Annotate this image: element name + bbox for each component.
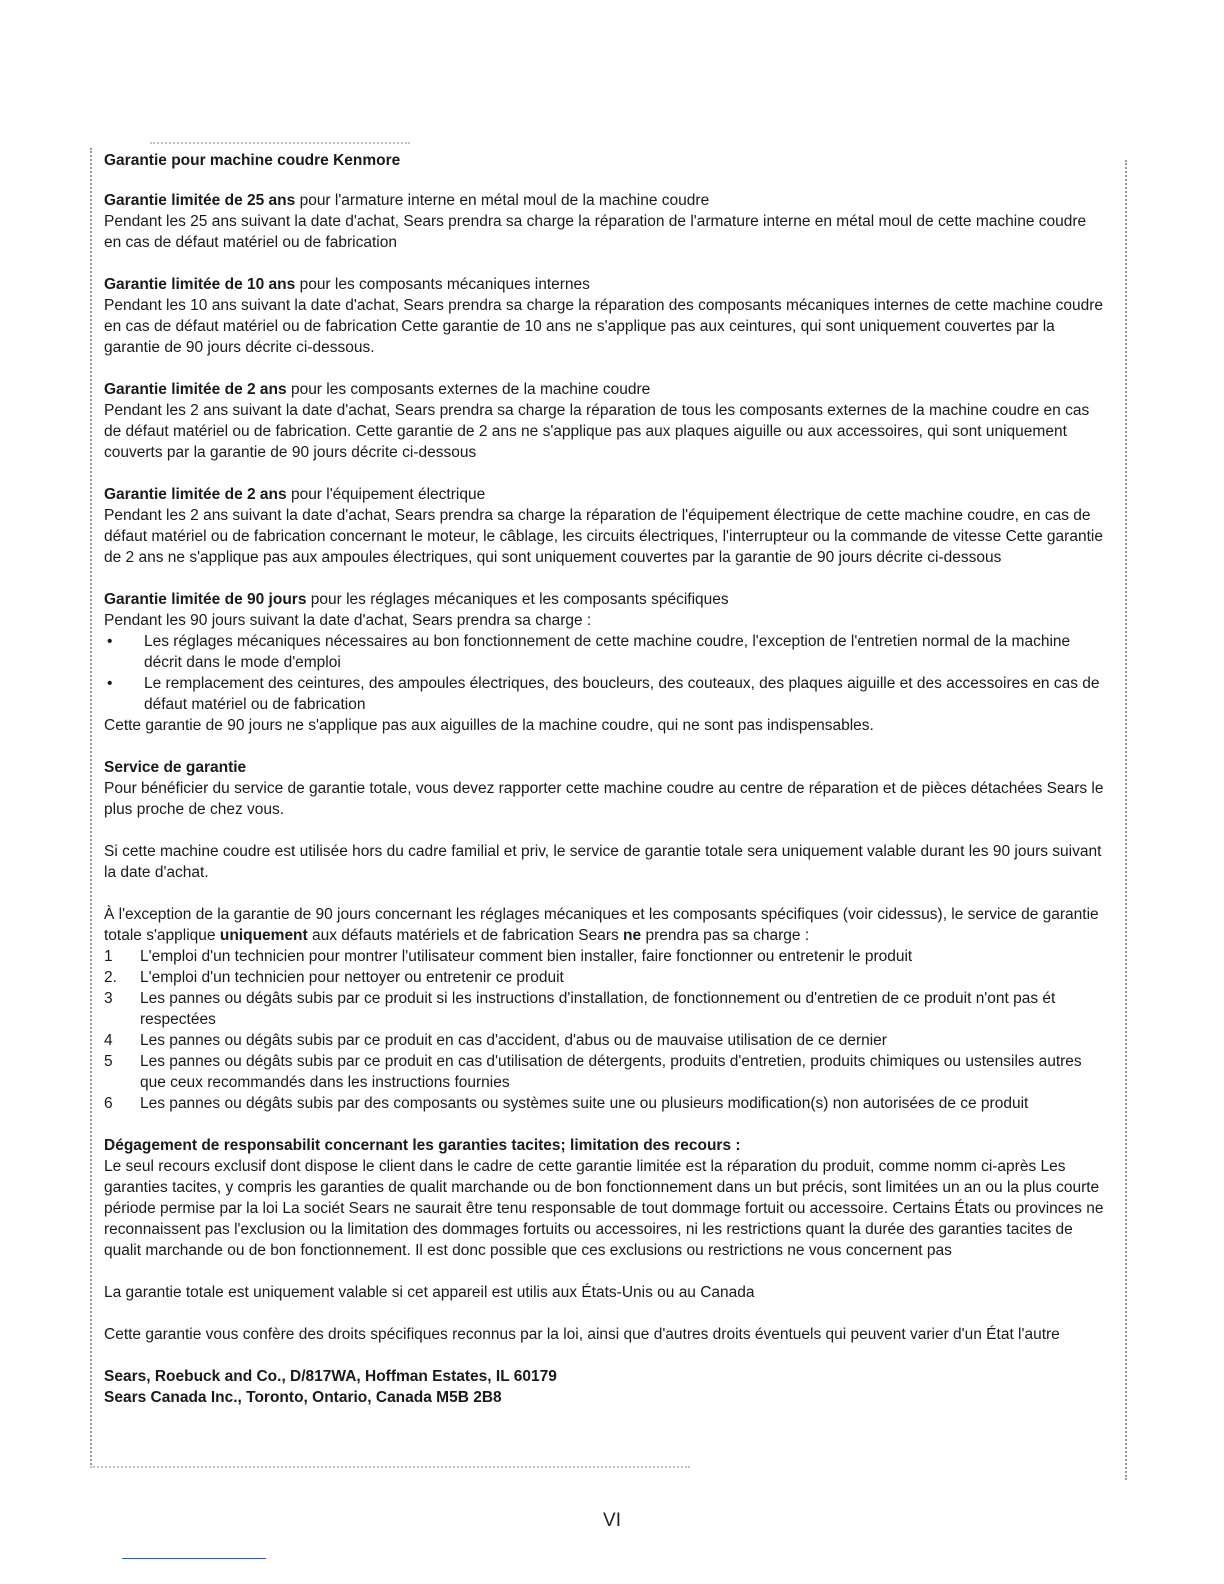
implied-warranty-disclaimer: [104, 1135, 1104, 1261]
bullet-list: [104, 631, 1104, 715]
list-item-text: Les pannes ou dégâts subis par ce produit en cas d'utilisation de détergents, produits d'entretien, produits chimiques ou ustensiles autres que ceux recommandés dans les instructions fournies: [140, 1053, 1082, 1091]
paragraph-text: La garantie totale est uniquement valable si cet appareil est utilis aux États-Unis ou au Canada: [104, 1284, 755, 1301]
rights-paragraph: [104, 1324, 1104, 1345]
section-body: Pendant les 10 ans suivant la date d'achat, Sears prendra sa charge la réparation des composants mécaniques internes de cette machine coudre en cas de défaut matériel ou de fabrication Cette garantie de 10 ans ne s'applique pas aux ceintures, qui sont uniquement couvertes par la garantie de 90 jours décrite ci-dessous.: [104, 297, 1104, 356]
list-item-text: L'emploi d'un technicien pour montrer l'utilisateur comment bien installer, faire fonctionner ou entretenir le produit: [140, 948, 913, 965]
section-heading-rest: pour les composants externes de la machine coudre: [286, 381, 651, 398]
warranty-content: [104, 150, 1104, 1408]
section-body: Pendant les 25 ans suivant la date d'achat, Sears prendra sa charge la réparation de l'armature interne en métal moul de cette machine coudre en cas de défaut matériel ou de fabrication: [104, 213, 1087, 251]
warranty-10-years: [104, 274, 1104, 358]
list-item: [104, 631, 1104, 673]
section-heading-bold: Garantie limitée de 90 jours: [104, 591, 307, 608]
section-heading: [104, 484, 1104, 505]
list-item-text: Les pannes ou dégâts subis par des composants ou systèmes suite une ou plusieurs modification(s) non autorisées de ce produit: [140, 1095, 1029, 1112]
intro-emphasis: ne: [623, 927, 642, 944]
company-addresses: [104, 1366, 1104, 1408]
section-heading-rest: pour les réglages mécaniques et les composants spécifiques: [306, 591, 729, 608]
list-number: 3: [104, 990, 113, 1007]
list-number: 4: [104, 1032, 113, 1049]
intro-emphasis: uniquement: [219, 927, 308, 944]
section-intro: Pendant les 90 jours suivant la date d'achat, Sears prendra sa charge :: [104, 612, 592, 629]
scan-artifact-bottom: [90, 1466, 690, 1468]
page-number: VI: [603, 1510, 621, 1531]
section-heading-bold: Dégagement de responsabilit concernant les garanties tacites; limitation des recours :: [104, 1137, 741, 1154]
address-us: Sears, Roebuck and Co., D/817WA, Hoffman Estates, IL 60179: [104, 1368, 557, 1385]
section-heading-rest: pour l'armature interne en métal moul de la machine coudre: [295, 192, 710, 209]
section-heading: [104, 379, 1104, 400]
private-use-paragraph: [104, 841, 1104, 883]
list-item-text: Les pannes ou dégâts subis par ce produit en cas d'accident, d'abus ou de mauvaise utilisation de ce dernier: [140, 1032, 887, 1049]
paragraph-text: Cette garantie vous confère des droits spécifiques reconnus par la loi, ainsi que d'autres droits éventuels qui peuvent varier d'un État l'autre: [104, 1326, 1060, 1343]
list-item: [104, 1051, 1104, 1093]
section-heading: [104, 589, 1104, 610]
section-body: Le seul recours exclusif dont dispose le client dans le cadre de cette garantie limitée est la réparation du produit, comme nomm ci-après Les garanties tacites, y compris les garanties de qualit marchande ou de bon fonctionnement dans un but précis, sont limitées un an ou la plus courte période permise par la loi La sociét Sears ne saurait être tenu responsable de tout dommage fortuit ou accessoire. Certains États ou provinces ne reconnaissent pas l'exclusion ou la limitation des dommages fortuits ou accessoires, ni les restrictions quant la durée des garanties tacites de qualit marchande ou de bon fonctionnement. Il est donc possible que ces exclusions ou restrictions ne vous concernent pas: [104, 1158, 1104, 1259]
list-item: [104, 1093, 1104, 1114]
scan-artifact-top: [150, 142, 410, 144]
list-item-text: L'emploi d'un technicien pour nettoyer ou entretenir ce produit: [140, 969, 564, 986]
section-closing: Cette garantie de 90 jours ne s'applique pas aux aiguilles de la machine coudre, qui ne sont pas indispensables.: [104, 717, 874, 734]
warranty-2-years-electrical: [104, 484, 1104, 568]
list-item: [104, 988, 1104, 1030]
section-body: Pendant les 2 ans suivant la date d'achat, Sears prendra sa charge la réparation de l'équipement électrique de cette machine coudre, en cas de défaut matériel ou de fabrication concernant le moteur, le câblage, les circuits électriques, l'interrupteur ou la commande de vitesse Cette garantie de 2 ans ne s'applique pas aux ampoules électriques, qui sont uniquement couvertes par la garantie de 90 jours décrite ci-dessous: [104, 507, 1103, 566]
list-number: 1: [104, 948, 113, 965]
intro-text: aux défauts matériels et de fabrication Sears: [307, 927, 624, 944]
warranty-25-years: [104, 190, 1104, 253]
paragraph-text: Si cette machine coudre est utilisée hors du cadre familial et priv, le service de garantie totale sera uniquement valable durant les 90 jours suivant la date d'achat.: [104, 843, 1102, 881]
list-number: 6: [104, 1095, 113, 1112]
list-item: [104, 1030, 1104, 1051]
intro-text: prendra pas sa charge :: [641, 927, 810, 944]
warranty-exclusions: [104, 904, 1104, 1114]
list-item: [104, 673, 1104, 715]
intro-text: À l'exception de la garantie de 90 jours concernant les réglages mécaniques et les composants spécifiques (voir cidessus), le service de garantie totale s'applique: [104, 906, 1099, 944]
list-item-text: Les pannes ou dégâts subis par ce produit si les instructions d'installation, de fonctionnement ou d'entretien de ce produit n'ont pas ét respectées: [140, 990, 1056, 1028]
scan-artifact-left-margin: [90, 148, 92, 1468]
section-heading-rest: pour l'équipement électrique: [286, 486, 486, 503]
warranty-2-years-external: [104, 379, 1104, 463]
bullet-icon: •: [107, 633, 113, 650]
section-heading-bold: Garantie limitée de 2 ans: [104, 381, 287, 398]
section-heading-bold: Service de garantie: [104, 759, 247, 776]
warranty-service: [104, 757, 1104, 820]
scan-artifact-right-margin: [1125, 160, 1127, 1480]
bullet-icon: •: [107, 675, 113, 692]
list-item: [104, 967, 1104, 988]
section-heading-rest: pour les composants mécaniques internes: [295, 276, 590, 293]
list-number: 2.: [104, 969, 117, 986]
scan-artifact-line: [122, 1558, 266, 1559]
section-heading-bold: Garantie limitée de 25 ans: [104, 192, 296, 209]
section-heading: [104, 757, 1104, 778]
numbered-list: [104, 946, 1104, 1114]
document-title: Garantie pour machine coudre Kenmore: [104, 152, 401, 169]
section-heading: [104, 274, 1104, 295]
validity-paragraph: [104, 1282, 1104, 1303]
section-body: Pour bénéficier du service de garantie totale, vous devez rapporter cette machine coudre au centre de réparation et de pièces détachées Sears le plus proche de chez vous.: [104, 780, 1104, 818]
exclusions-intro: [104, 904, 1104, 946]
section-heading-bold: Garantie limitée de 2 ans: [104, 486, 287, 503]
list-item-text: Le remplacement des ceintures, des ampoules électriques, des boucleurs, des couteaux, des plaques aiguille et des accessoires en cas de défaut matériel ou de fabrication: [144, 675, 1100, 713]
list-item: [104, 946, 1104, 967]
section-heading-bold: Garantie limitée de 10 ans: [104, 276, 296, 293]
address-canada: Sears Canada Inc., Toronto, Ontario, Canada M5B 2B8: [104, 1389, 502, 1406]
section-body: Pendant les 2 ans suivant la date d'achat, Sears prendra sa charge la réparation de tous les composants externes de la machine coudre en cas de défaut matériel ou de fabrication. Cette garantie de 2 ans ne s'applique pas aux plaques aiguille ou aux accessoires, qui sont uniquement couverts par la garantie de 90 jours décrite ci-dessous: [104, 402, 1090, 461]
list-number: 5: [104, 1053, 113, 1070]
list-item-text: Les réglages mécaniques nécessaires au bon fonctionnement de cette machine coudre, l'exception de l'entretien normal de la machine décrit dans le mode d'emploi: [144, 633, 1071, 671]
warranty-90-days: [104, 589, 1104, 736]
section-heading: [104, 1135, 1104, 1156]
section-heading: [104, 190, 1104, 211]
